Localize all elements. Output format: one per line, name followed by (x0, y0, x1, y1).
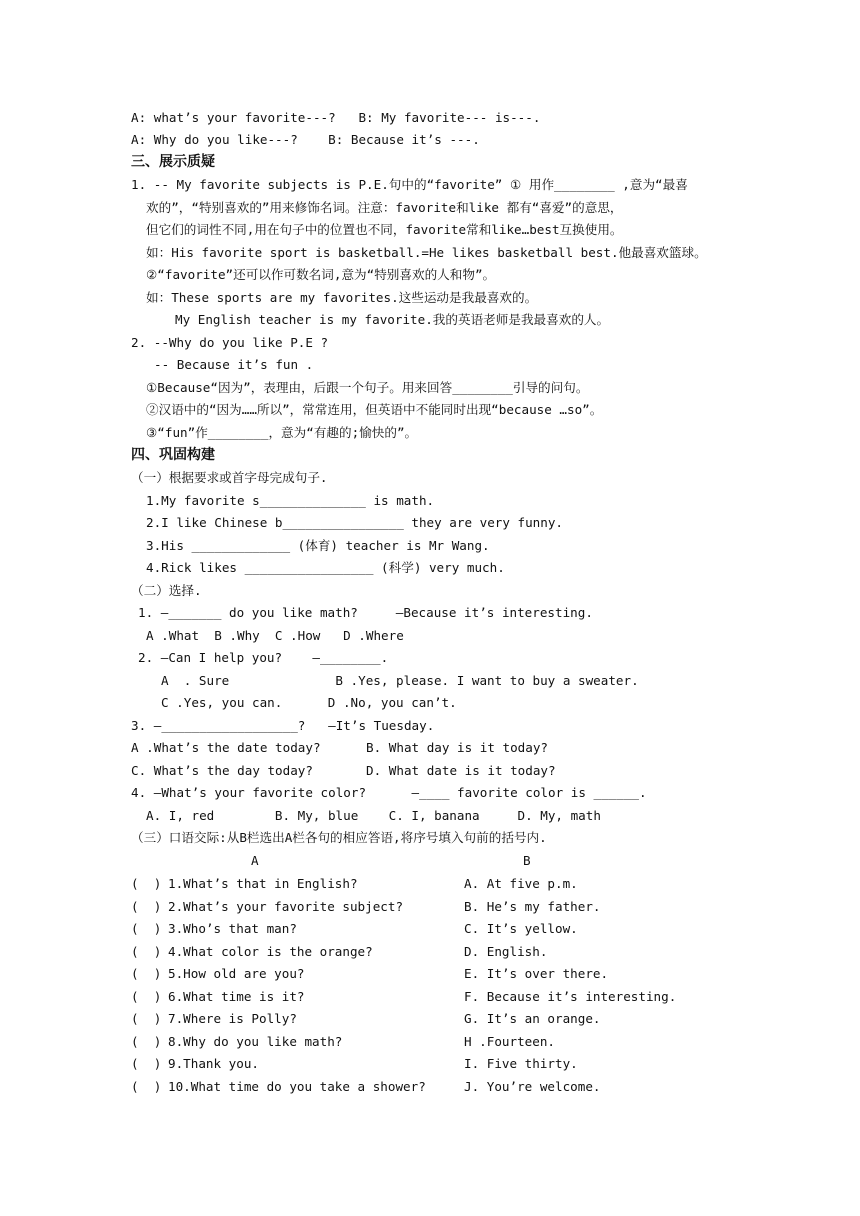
column-a-header: A (251, 853, 259, 868)
q1-line-6: 如：These sports are my favorites.这些运动是我最喜欢的。 (146, 290, 538, 305)
column-b-item: A. At five p.m. (464, 876, 578, 891)
q1-line-1: 1. -- My favorite subjects is P.E.句中的“favorite” ① 用作________ ,意为“最喜 (131, 177, 688, 192)
q1-line-7: My English teacher is my favorite.我的英语老师是我最喜欢的人。 (175, 312, 610, 327)
q2-line-4: ②汉语中的“因为……所以”，常常连用，但英语中不能同时出现“because …so”。 (146, 402, 603, 417)
part-1-item-4: 4.Rick likes _________________ (科学) very much. (146, 560, 505, 575)
column-b-item: J. You’re welcome. (464, 1078, 601, 1094)
choice-q3-options-1: A .What’s the date today? B. What day is it today? (131, 740, 549, 755)
answer-bracket[interactable]: ( ) (131, 876, 162, 891)
choice-q3: 3. —__________________? —It’s Tuesday. (131, 718, 435, 733)
section-3-heading: 三、展示质疑 (131, 154, 215, 170)
column-b-item: E. It’s over there. (464, 966, 609, 981)
answer-bracket[interactable]: ( ) (131, 1011, 162, 1026)
column-a-item: 10.What time do you take a shower? (168, 1078, 426, 1094)
answer-bracket[interactable]: ( ) (131, 988, 162, 1004)
choice-q1: 1. —_______ do you like math? —Because it’s interesting. (138, 605, 593, 620)
column-b-item: C. It’s yellow. (464, 921, 578, 936)
q1-line-4: 如：His favorite sport is basketball.=He likes basketball best.他最喜欢篮球。 (146, 245, 707, 260)
column-b-item: D. English. (464, 943, 548, 959)
q1-line-5: ②“favorite”还可以作可数名词,意为“特别喜欢的人和物”。 (146, 267, 496, 282)
answer-bracket[interactable]: ( ) (131, 921, 162, 936)
column-a-item: 6.What time is it? (168, 988, 305, 1004)
column-b-item: H .Fourteen. (464, 1033, 555, 1049)
section-4-heading: 四、巩固构建 (131, 447, 215, 463)
answer-bracket[interactable]: ( ) (131, 943, 162, 959)
column-b-item: G. It’s an orange. (464, 1011, 601, 1026)
column-b-item: B. He’s my father. (464, 898, 601, 914)
choice-q2: 2. —Can I help you? —________. (138, 650, 389, 665)
choice-q4: 4. —What’s your favorite color? —____ favorite color is ______. (131, 785, 647, 800)
column-b-item: I. Five thirty. (464, 1056, 578, 1071)
part-1-item-1: 1.My favorite s______________ is math. (146, 493, 435, 508)
answer-bracket[interactable]: ( ) (131, 1033, 162, 1049)
column-a-item: 5.How old are you? (168, 966, 305, 981)
q2-line-2: -- Because it’s fun . (154, 357, 314, 372)
q2-line-1: 2. --Why do you like P.E ? (131, 335, 329, 350)
answer-bracket[interactable]: ( ) (131, 898, 162, 914)
column-a-item: 4.What color is the orange? (168, 943, 373, 959)
column-a-item: 3.Who’s that man? (168, 921, 297, 936)
intro-line-2: A: Why do you like---? B: Because it’s ---. (131, 132, 480, 147)
part-3-title: （三）口语交际:从B栏选出A栏各句的相应答语,将序号填入句前的括号内. (131, 830, 547, 845)
column-a-item: 9.Thank you. (168, 1056, 259, 1071)
column-b-header: B (523, 853, 531, 868)
choice-q2-options-1: A . Sure B .Yes, please. I want to buy a sweater. (161, 673, 639, 688)
column-a-item: 7.Where is Polly? (168, 1011, 297, 1026)
choice-q2-options-2: C .Yes, you can. D .No, you can’t. (161, 695, 457, 710)
answer-bracket[interactable]: ( ) (131, 966, 162, 981)
part-1-title: （一）根据要求或首字母完成句子. (131, 470, 328, 485)
answer-bracket[interactable]: ( ) (131, 1056, 162, 1071)
choice-q4-options: A. I, red B. My, blue C. I, banana D. My, math (146, 808, 601, 823)
answer-bracket[interactable]: ( ) (131, 1078, 162, 1094)
part-1-item-2: 2.I like Chinese b________________ they are very funny. (146, 515, 564, 530)
choice-q3-options-2: C. What’s the day today? D. What date is it today? (131, 763, 556, 778)
choice-q1-options: A .What B .Why C .How D .Where (146, 628, 404, 643)
q2-line-3: ①Because“因为”，表理由，后跟一个句子。用来回答________引导的问句。 (146, 380, 589, 395)
q1-line-3: 但它们的词性不同,用在句子中的位置也不同，favorite常和like…best互换使用。 (146, 222, 623, 237)
intro-line-1: A: what’s your favorite---? B: My favorite--- is---. (131, 110, 541, 125)
part-2-title: （二）选择. (131, 583, 202, 598)
column-a-item: 1.What’s that in English? (168, 876, 358, 891)
column-b-item: F. Because it’s interesting. (464, 988, 677, 1004)
column-a-item: 2.What’s your favorite subject? (168, 898, 404, 914)
part-1-item-3: 3.His _____________ (体育) teacher is Mr Wang. (146, 538, 490, 553)
q1-line-2: 欢的”，“特别喜欢的”用来修饰名词。注意：favorite和like 都有“喜爱”的意思， (146, 200, 623, 215)
column-a-item: 8.Why do you like math? (168, 1033, 343, 1049)
q2-line-5: ③“fun”作________，意为“有趣的;愉快的”。 (146, 425, 418, 440)
